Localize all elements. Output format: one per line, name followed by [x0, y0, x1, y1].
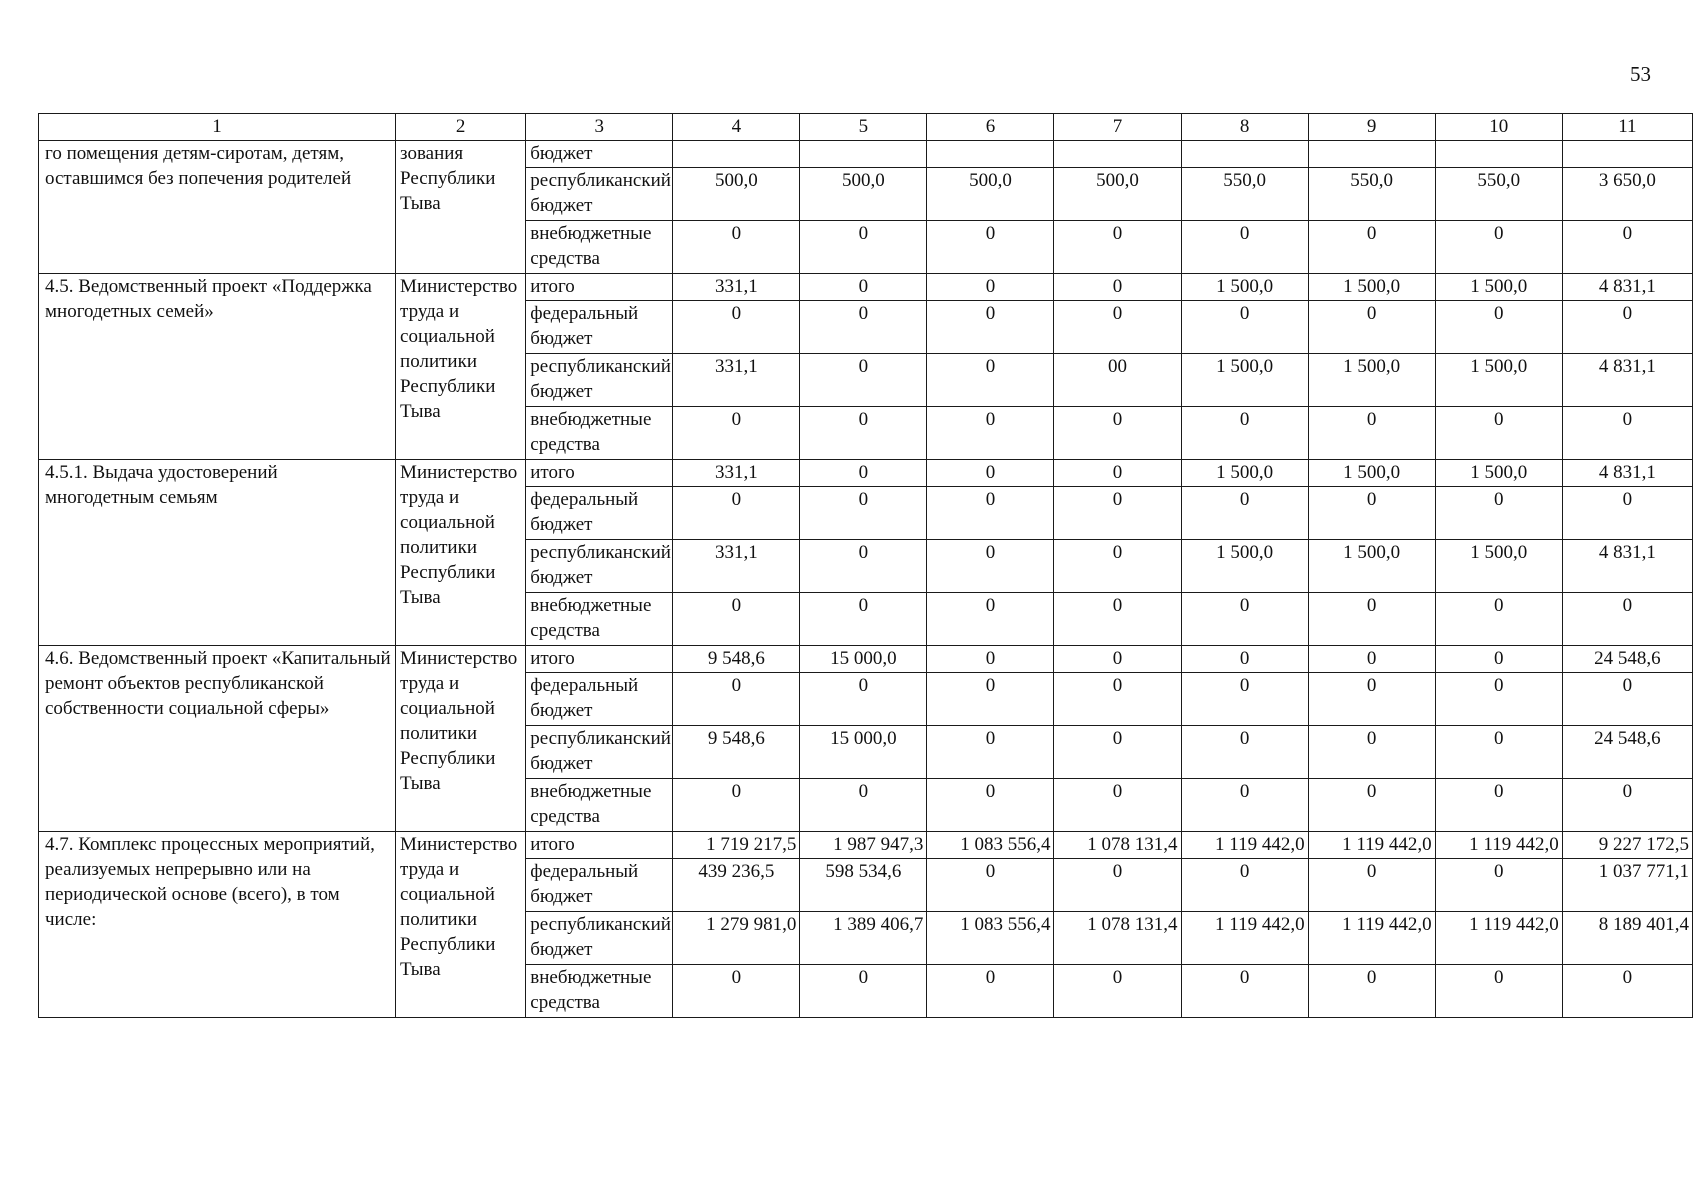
amount-cell: 1 500,0 [1181, 460, 1308, 487]
amount-cell: 0 [1181, 779, 1308, 832]
amount-cell: 0 [1435, 593, 1562, 646]
funding-source: федеральный бюджет [526, 487, 673, 540]
amount-cell: 0 [1562, 301, 1692, 354]
amount-cell [1308, 141, 1435, 168]
column-header: 8 [1181, 114, 1308, 141]
amount-cell: 1 083 556,4 [927, 832, 1054, 859]
amount-cell: 0 [1181, 301, 1308, 354]
funding-source: федеральный бюджет [526, 859, 673, 912]
amount-cell: 0 [800, 301, 927, 354]
amount-cell: 4 831,1 [1562, 274, 1692, 301]
amount-cell: 0 [1054, 221, 1181, 274]
amount-cell: 3 650,0 [1562, 168, 1692, 221]
amount-cell: 0 [1435, 779, 1562, 832]
funding-source: республиканский бюджет [526, 912, 673, 965]
amount-cell: 1 078 131,4 [1054, 832, 1181, 859]
amount-cell: 1 500,0 [1308, 460, 1435, 487]
amount-cell: 0 [673, 301, 800, 354]
amount-cell: 0 [1181, 646, 1308, 673]
amount-cell: 0 [1181, 487, 1308, 540]
amount-cell: 0 [1308, 965, 1435, 1018]
amount-cell: 0 [1308, 646, 1435, 673]
amount-cell: 00 [1054, 354, 1181, 407]
amount-cell: 0 [1562, 487, 1692, 540]
amount-cell: 0 [1181, 407, 1308, 460]
amount-cell: 0 [673, 779, 800, 832]
amount-cell: 1 119 442,0 [1435, 832, 1562, 859]
funding-source: внебюджетные средства [526, 779, 673, 832]
page-number: 53 [1630, 62, 1651, 86]
amount-cell: 0 [927, 301, 1054, 354]
funding-source: республиканский бюджет [526, 168, 673, 221]
amount-cell: 15 000,0 [800, 646, 927, 673]
amount-cell: 0 [1054, 673, 1181, 726]
table-row [39, 646, 1693, 673]
amount-cell: 0 [1054, 593, 1181, 646]
amount-cell: 0 [800, 354, 927, 407]
amount-cell [673, 141, 800, 168]
responsible-executor: Министерство труда и социальной политики Республики Тыва [396, 832, 526, 1018]
column-header: 10 [1435, 114, 1562, 141]
funding-source: внебюджетные средства [526, 407, 673, 460]
column-header: 6 [927, 114, 1054, 141]
amount-cell: 9 548,6 [673, 646, 800, 673]
header-row [39, 114, 1693, 141]
amount-cell: 1 500,0 [1181, 354, 1308, 407]
table-row [39, 141, 1693, 168]
amount-cell: 0 [673, 407, 800, 460]
amount-cell: 0 [1308, 673, 1435, 726]
amount-cell: 439 236,5 [673, 859, 800, 912]
amount-cell: 0 [1308, 726, 1435, 779]
amount-cell: 1 500,0 [1308, 354, 1435, 407]
amount-cell: 550,0 [1435, 168, 1562, 221]
funding-source: федеральный бюджет [526, 673, 673, 726]
amount-cell: 0 [1054, 460, 1181, 487]
amount-cell [927, 141, 1054, 168]
amount-cell: 1 119 442,0 [1308, 912, 1435, 965]
amount-cell: 4 831,1 [1562, 460, 1692, 487]
amount-cell: 0 [1054, 859, 1181, 912]
amount-cell: 331,1 [673, 354, 800, 407]
column-header: 4 [673, 114, 800, 141]
amount-cell: 1 078 131,4 [1054, 912, 1181, 965]
amount-cell: 0 [800, 407, 927, 460]
amount-cell: 0 [1435, 221, 1562, 274]
responsible-executor: Министерство труда и социальной политики Республики Тыва [396, 646, 526, 832]
amount-cell: 0 [800, 965, 927, 1018]
amount-cell: 0 [1435, 487, 1562, 540]
amount-cell: 0 [927, 221, 1054, 274]
amount-cell: 0 [1054, 487, 1181, 540]
amount-cell: 0 [800, 460, 927, 487]
amount-cell: 0 [927, 646, 1054, 673]
amount-cell: 4 831,1 [1562, 540, 1692, 593]
program-item-name: го помещения детям-сиротам, детям, оставшимся без попечения родителей [39, 141, 396, 274]
amount-cell: 0 [1181, 965, 1308, 1018]
table-row [39, 460, 1693, 487]
amount-cell: 500,0 [673, 168, 800, 221]
program-item-name: 4.5.1. Выдача удостоверений многодетным семьям [39, 460, 396, 646]
amount-cell: 1 119 442,0 [1308, 832, 1435, 859]
amount-cell: 1 987 947,3 [800, 832, 927, 859]
program-item-name: 4.7. Комплекс процессных мероприятий, реализуемых непрерывно или на периодической основе (всего), в том числе: [39, 832, 396, 1018]
amount-cell: 0 [1054, 646, 1181, 673]
amount-cell: 500,0 [927, 168, 1054, 221]
amount-cell: 0 [1054, 274, 1181, 301]
funding-source: внебюджетные средства [526, 965, 673, 1018]
amount-cell: 0 [1435, 726, 1562, 779]
amount-cell: 0 [673, 965, 800, 1018]
amount-cell: 1 500,0 [1435, 460, 1562, 487]
amount-cell: 0 [1435, 859, 1562, 912]
amount-cell: 0 [673, 221, 800, 274]
funding-source: республиканский бюджет [526, 354, 673, 407]
amount-cell: 0 [1308, 407, 1435, 460]
amount-cell: 0 [927, 407, 1054, 460]
funding-source: итого [526, 460, 673, 487]
amount-cell: 0 [1308, 859, 1435, 912]
amount-cell: 0 [800, 779, 927, 832]
amount-cell: 0 [1054, 301, 1181, 354]
amount-cell [800, 141, 927, 168]
amount-cell: 0 [1562, 779, 1692, 832]
amount-cell: 0 [673, 673, 800, 726]
column-header: 7 [1054, 114, 1181, 141]
amount-cell: 0 [1181, 859, 1308, 912]
amount-cell: 0 [927, 487, 1054, 540]
amount-cell: 0 [1562, 221, 1692, 274]
amount-cell: 331,1 [673, 460, 800, 487]
funding-source: итого [526, 274, 673, 301]
amount-cell: 0 [1308, 593, 1435, 646]
amount-cell: 0 [1308, 301, 1435, 354]
amount-cell: 0 [1435, 646, 1562, 673]
amount-cell: 0 [927, 540, 1054, 593]
amount-cell: 1 500,0 [1308, 274, 1435, 301]
amount-cell: 0 [1181, 221, 1308, 274]
funding-source: внебюджетные средства [526, 593, 673, 646]
amount-cell: 1 119 442,0 [1181, 912, 1308, 965]
column-header: 1 [39, 114, 396, 141]
amount-cell: 550,0 [1308, 168, 1435, 221]
funding-source: республиканский бюджет [526, 726, 673, 779]
amount-cell [1435, 141, 1562, 168]
amount-cell: 0 [927, 274, 1054, 301]
amount-cell: 1 279 981,0 [673, 912, 800, 965]
column-header: 9 [1308, 114, 1435, 141]
amount-cell: 0 [1308, 221, 1435, 274]
amount-cell: 0 [1435, 673, 1562, 726]
funding-source: итого [526, 646, 673, 673]
program-item-name: 4.5. Ведомственный проект «Поддержка многодетных семей» [39, 274, 396, 460]
amount-cell [1054, 141, 1181, 168]
amount-cell: 0 [1562, 407, 1692, 460]
amount-cell: 0 [1054, 779, 1181, 832]
funding-source: итого [526, 832, 673, 859]
budget-table [38, 113, 1693, 1018]
amount-cell [1181, 141, 1308, 168]
column-header: 11 [1562, 114, 1692, 141]
column-header: 2 [396, 114, 526, 141]
amount-cell: 0 [1054, 726, 1181, 779]
amount-cell: 0 [927, 779, 1054, 832]
amount-cell: 0 [1054, 407, 1181, 460]
amount-cell: 1 119 442,0 [1435, 912, 1562, 965]
amount-cell: 0 [1562, 593, 1692, 646]
funding-source: бюджет [526, 141, 673, 168]
amount-cell: 1 500,0 [1435, 540, 1562, 593]
amount-cell: 15 000,0 [800, 726, 927, 779]
amount-cell: 0 [1435, 965, 1562, 1018]
amount-cell: 0 [1308, 779, 1435, 832]
amount-cell: 500,0 [800, 168, 927, 221]
amount-cell: 1 389 406,7 [800, 912, 927, 965]
amount-cell: 9 548,6 [673, 726, 800, 779]
amount-cell: 0 [1054, 540, 1181, 593]
responsible-executor: Министерство труда и социальной политики Республики Тыва [396, 460, 526, 646]
amount-cell: 0 [1435, 407, 1562, 460]
amount-cell: 598 534,6 [800, 859, 927, 912]
amount-cell: 0 [800, 593, 927, 646]
amount-cell: 0 [1181, 726, 1308, 779]
amount-cell: 24 548,6 [1562, 726, 1692, 779]
responsible-executor: Министерство труда и социальной политики Республики Тыва [396, 274, 526, 460]
amount-cell: 1 500,0 [1308, 540, 1435, 593]
amount-cell: 0 [1562, 965, 1692, 1018]
amount-cell: 0 [1308, 487, 1435, 540]
amount-cell: 0 [1054, 965, 1181, 1018]
amount-cell: 0 [927, 965, 1054, 1018]
amount-cell: 1 500,0 [1435, 354, 1562, 407]
amount-cell: 1 500,0 [1181, 274, 1308, 301]
amount-cell: 1 083 556,4 [927, 912, 1054, 965]
amount-cell: 1 119 442,0 [1181, 832, 1308, 859]
table-row [39, 832, 1693, 859]
amount-cell [1562, 141, 1692, 168]
amount-cell: 0 [673, 487, 800, 540]
amount-cell: 331,1 [673, 274, 800, 301]
amount-cell: 8 189 401,4 [1562, 912, 1692, 965]
column-header: 3 [526, 114, 673, 141]
amount-cell: 0 [927, 673, 1054, 726]
amount-cell: 0 [1435, 301, 1562, 354]
amount-cell: 0 [927, 593, 1054, 646]
amount-cell: 331,1 [673, 540, 800, 593]
amount-cell: 1 500,0 [1181, 540, 1308, 593]
amount-cell: 1 500,0 [1435, 274, 1562, 301]
amount-cell: 0 [1181, 673, 1308, 726]
amount-cell: 1 719 217,5 [673, 832, 800, 859]
amount-cell: 0 [673, 593, 800, 646]
funding-source: республиканский бюджет [526, 540, 673, 593]
amount-cell: 0 [800, 487, 927, 540]
amount-cell: 1 037 771,1 [1562, 859, 1692, 912]
amount-cell: 550,0 [1181, 168, 1308, 221]
amount-cell: 0 [800, 673, 927, 726]
amount-cell: 0 [800, 540, 927, 593]
amount-cell: 9 227 172,5 [1562, 832, 1692, 859]
amount-cell: 500,0 [1054, 168, 1181, 221]
program-item-name: 4.6. Ведомственный проект «Капитальный ремонт объектов республиканской собственности социальной сферы» [39, 646, 396, 832]
amount-cell: 0 [927, 859, 1054, 912]
amount-cell: 0 [927, 726, 1054, 779]
funding-source: федеральный бюджет [526, 301, 673, 354]
amount-cell: 0 [800, 221, 927, 274]
amount-cell: 0 [927, 354, 1054, 407]
amount-cell: 0 [1181, 593, 1308, 646]
amount-cell: 0 [800, 274, 927, 301]
responsible-executor: зования Республики Тыва [396, 141, 526, 274]
funding-source: внебюджетные средства [526, 221, 673, 274]
amount-cell: 4 831,1 [1562, 354, 1692, 407]
column-header: 5 [800, 114, 927, 141]
amount-cell: 0 [1562, 673, 1692, 726]
amount-cell: 0 [927, 460, 1054, 487]
table-row [39, 274, 1693, 301]
amount-cell: 24 548,6 [1562, 646, 1692, 673]
